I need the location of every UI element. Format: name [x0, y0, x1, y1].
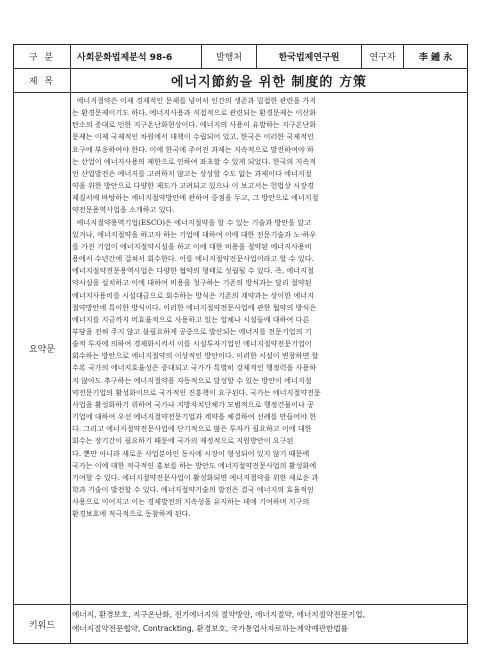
report-summary-form	[13, 44, 468, 644]
researcher-value: 李 鍾 永	[418, 53, 453, 63]
category-label: 구 분	[14, 45, 71, 68]
keyword-label: 키워드	[14, 605, 71, 643]
abstract-row	[14, 93, 467, 605]
header-row	[14, 45, 467, 69]
abstract-text: 에너지절약은 이제 경제적인 문제를 넘어서 인간의 생존과 밀접한 관련을 가지 는 환경문제이기도 하다. 에너지사용과 직접적으로 관련되는 환경문제는 이산화 탄소의 증대로 인한 지구온난화현상이다. 에너지의 사용이 유발하는 지구온난화 문제는 이제 국제적인 차원에서 대책이 수립되어 있고, 한국은 이러한 국제적인 요구에 부응하여야 한다. 이에 한국에 주어진 과제는 지속적으로 발전하여야 하 는 산업이 에너지사용의 제한으로 인하여 좌초할 수 있게 되었다. 한국의 지속적 인 산업발전은 에너지를 고려하지 않고는 상상할 수도 없는 과제이다 에너지절 약을 위한 방안으로 다양한 제도가 고려되고 있으나 이 보고서는 헌법상 시장경 제질서에 바탕하는 에너지절약방안에 관하여 중점을 두고, 그 방안으로 에너지절 약전문용역사업을 소개하고 있다. 에너지절약용역기업(ESCO)은 에너지절약을 할 수 있는 기술과 방안을 알고 있거나, 에너지절약을 하고자 하는 기업에 대하여 이에 대한 전문기술과 노-하우 를 가진 기업이 에너지절약시설을 하고 이에 대한 비용을 절약된 에너지사용비 용에서 수년간에 걸쳐서 회수한다. 이를 에너지절약전문사업이라고 할 수 있다. 에너지절약전문용역사업은 다양한 협약의 형태로 성립될 수 있다. 즉, 에너지절 약시설을 설치하고 이에 대하여 비용을 청구하는 기존의 방식과는 달리 절약된 에너지사용비를 시설대금으로 회수하는 방식은 기존의 계약과는 상이한 에너지 절약방안에 특이한 방식이다. 이러한 에너지절약전문사업에 관한 협약의 방식은 에너지를 지금까지 비효율적으로 사용하고 있는 업체나 시설들에 대하여 다른 부담을 전혀 주지 않고 불필요하게 공중으로 발산되는 에너지를 전문기업의 기 술적 투자에 의하여 경제화시켜서 이를 시설투자기업인 에너지절약전문기업이 회수하는 방안으로 에너지절약의 이상적인 방안이다. 이러한 시설이 변창하면 할 수록 국가의 에너지효율성은 증대되고 국가가 특별히 강제적인 행정력을 사용하 지 않아도 추구하는 에너지절약을 자동적으로 달성할 수 있는 방안이 에너지절 약전문기업의 활성화이므로 국가적인 진흥책이 요구된다. 국가는 에너지절약전문 사업을 활성화하기 위하여 국가나 지방자치단체가 모범적으로 행정건물이나 공 기업에 대하여 우선 에너지절약전문기업과 계약을 체결하여 선례를 만들어야 한 다. 그리고 에너지절약전문사업에 단기적으로 많은 투자가 필요하고 이에 대한 회수는 장기간이 필요하기 때문에 국가의 재정적으로 지원방안이 요구된 다. 뿐만 아니라 새로운 사업분야인 동시에 시장이 형성되어 있지 않기 때문에 국가는 이에 대한 적극적인 홍보를 하는 방안도 에너지절약전문사업의 활성화에 기여할 수 있다. 에너지절약전문사업이 활성화되면 에너지절약을 위한 새로운 과 학과 기술이 발전할 수 있다. 에너지절약기술의 발전은 결국 에너지의 효율적인 사용으로 이어지고 이는 경제발전의 지속성을 유지하는 데에 기여하며 지구의 환경보호에 적극적으로 동참하게 된다.	[72, 96, 321, 519]
publisher-value: 한국법제연구원	[257, 45, 362, 68]
category-value: 사회문화법제분석 98-6	[71, 45, 202, 68]
abstract-label: 요약문	[14, 93, 71, 604]
title-row	[14, 69, 467, 93]
publisher-label: 발행처	[202, 45, 257, 68]
researcher-label: 연구자	[362, 45, 404, 68]
keyword-row	[14, 605, 467, 643]
keyword-text: 에너지, 환경보호, 지구온난화, 전기에너지의 절약방안, 에너지절약, 에너지절약전문기업, 에너지절약전문협약, Contrackting, 환경보호, 국가통업사자로하는계약예관한법률	[72, 610, 366, 633]
report-title: 에너지節約을 위한 制度的 方策	[171, 75, 367, 90]
title-label: 제 목	[14, 69, 71, 92]
